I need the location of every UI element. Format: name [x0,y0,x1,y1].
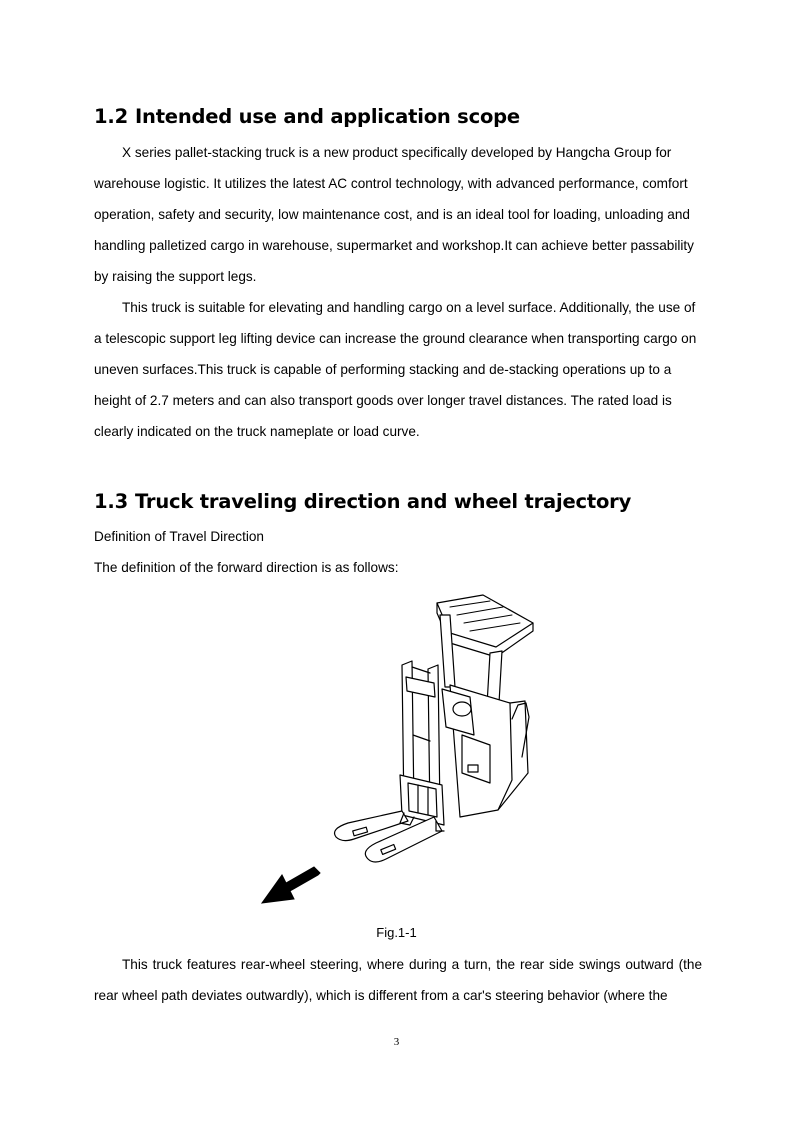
forklift-figure [250,585,540,915]
subheading-travel-direction: Definition of Travel Direction [94,529,264,544]
paragraph-intended-use: X series pallet-stacking truck is a new product specifically developed by Hangcha Group for warehouse logistic. It utilizes the latest AC control technology, with advanced performance, comfort operation, safety and security, low maintenance cost, and is an ideal tool for loading, unloading and handling palletized cargo in warehouse, supermarket and workshop.It can achieve better passability by raising the support legs. [94,145,694,285]
page-number: 3 [393,1036,400,1048]
paragraph-application-scope: This truck is suitable for elevating and handling cargo on a level surface. Additionally, the use of a telescopic support leg lifting device can increase the ground clearance when transporting cargo on uneven surfaces.This truck is capable of performing stacking and de-stacking operations up to a height of 2.7 meters and can also transport goods over longer travel distances. The rated load is clearly indicated on the truck nameplate or load curve. [94,300,697,440]
paragraph-steering: This truck features rear-wheel steering, where during a turn, the rear side swings outward (the rear wheel path deviates outwardly), which is different from a car's steering behavior (where the [94,957,702,1004]
section-title: Truck traveling direction and wheel trajectory [134,490,632,513]
direction-arrow-icon [262,867,320,903]
section-heading-1-3 [94,490,631,514]
section-number: 1.3 [94,490,128,513]
intro-forward-direction: The definition of the forward direction is as follows: [94,560,399,575]
section-heading-1-2 [94,105,520,129]
section-title: Intended use and application scope [134,105,520,128]
figure-caption: Fig.1-1 [376,925,417,940]
section-number: 1.2 [94,105,128,128]
